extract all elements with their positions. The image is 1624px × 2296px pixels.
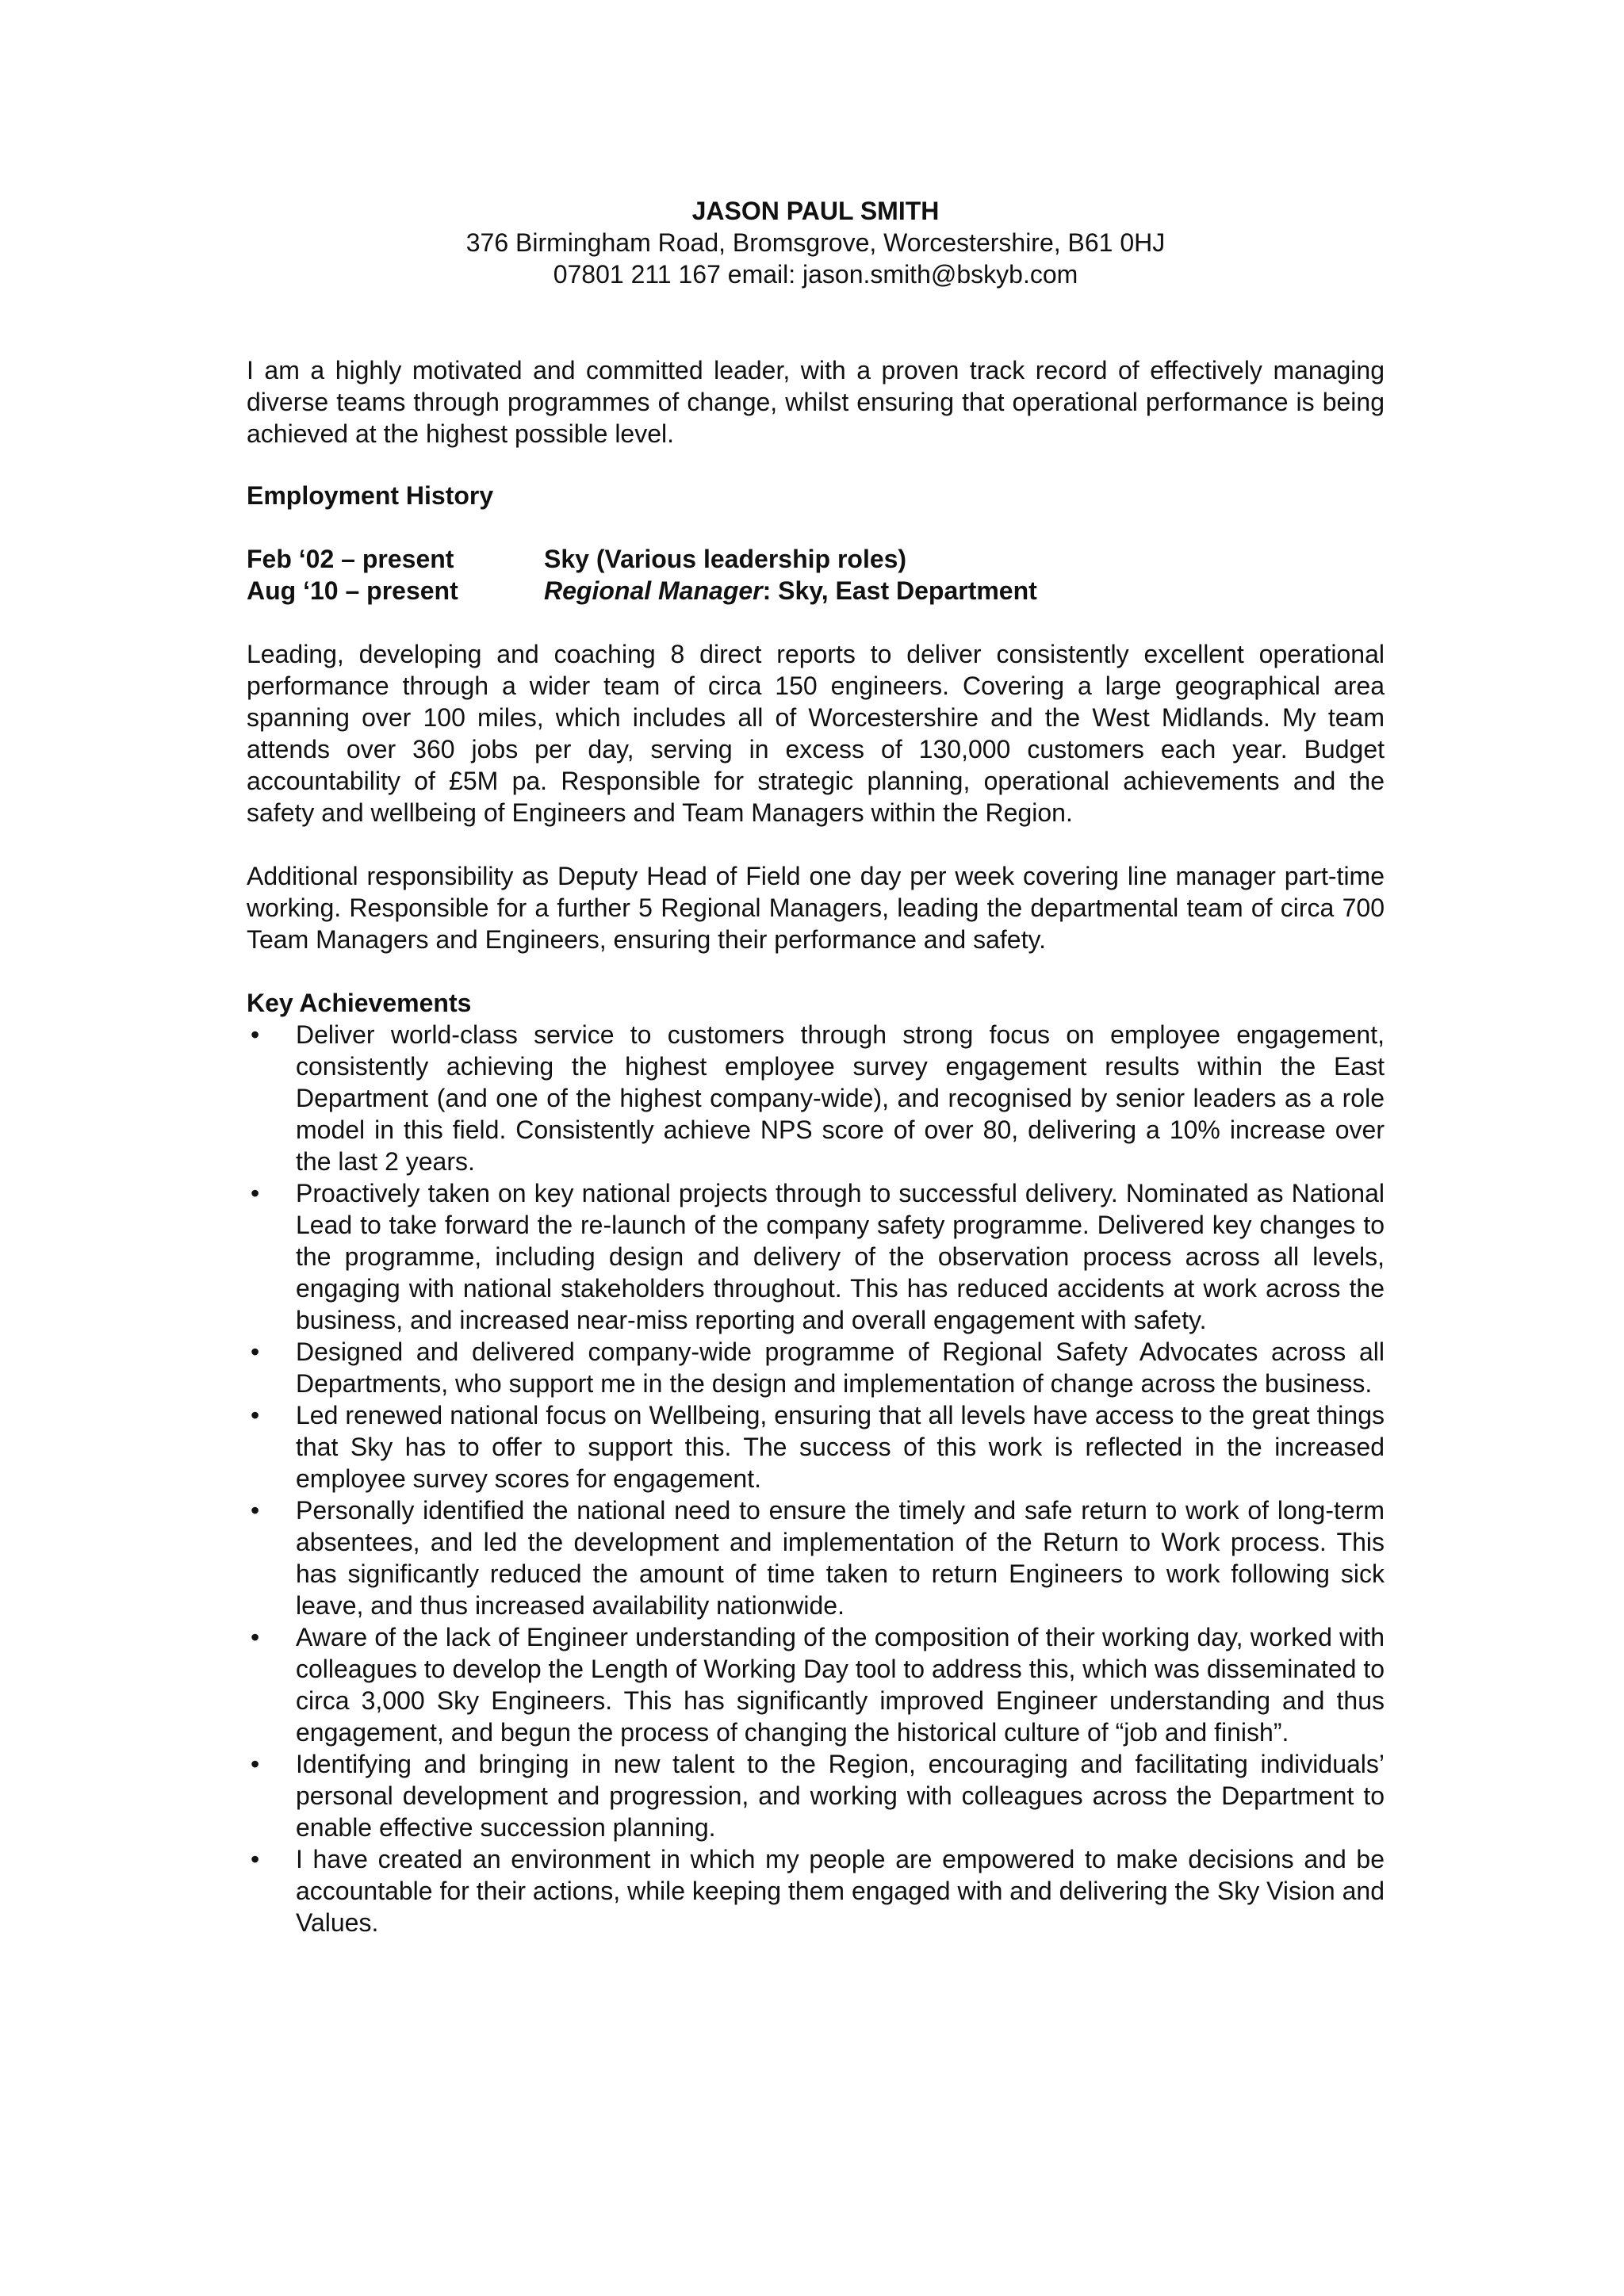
bullet-icon: • xyxy=(251,1020,260,1049)
candidate-name: JASON PAUL SMITH xyxy=(691,197,940,225)
list-item xyxy=(247,1748,1385,1843)
cv-header xyxy=(247,195,1385,290)
bullet-icon: • xyxy=(251,1623,260,1651)
bullet-icon: • xyxy=(251,1750,260,1778)
achievement-text: Aware of the lack of Engineer understanding of the composition of their working day, worked with colleagues to develop the Length of Working Day tool to address this, which was disseminated to circa 3,000 Sky Engineers. This has significantly improved Engineer understanding and thus engagement, and begun the process of changing the historical culture of “job and finish”. xyxy=(296,1623,1385,1747)
bullet-icon: • xyxy=(251,1179,260,1207)
list-item xyxy=(247,1177,1385,1336)
achievement-text: Personally identified the national need to ensure the timely and safe return to work of long-term absentees, and led the development and implementation of the Return to Work process. This has significantly reduced the amount of time taken to return Engineers to work following sick leave, and thus increased availability nationwide. xyxy=(296,1496,1385,1620)
list-item xyxy=(247,1336,1385,1399)
achievements-list xyxy=(247,1019,1385,1938)
role-title-text: Sky (Various leadership roles) xyxy=(544,545,907,573)
candidate-contact: 07801 211 167 email: jason.smith@bskyb.com xyxy=(553,260,1078,289)
role-title xyxy=(544,543,906,575)
list-item xyxy=(247,1019,1385,1177)
achievement-text: Proactively taken on key national projects through to successful delivery. Nominated as National Lead to take forward the re-launch of the company safety programme. Delivered key changes to the programme, including design and delivery of the observation process across all levels, engaging with national stakeholders throughout. This has reduced accidents at work across the business, and increased near-miss reporting and overall engagement with safety. xyxy=(296,1179,1385,1334)
cv-page xyxy=(247,195,1385,1938)
list-item xyxy=(247,1494,1385,1621)
role-row xyxy=(247,575,1385,607)
achievement-text: Identifying and bringing in new talent to the Region, encouraging and facilitating individuals’ personal development and progression, and working with colleagues across the Department to enable effective succession planning. xyxy=(296,1750,1385,1842)
role-title-italic: Regional Manager xyxy=(544,576,763,605)
role-list xyxy=(247,543,1385,607)
key-achievements-heading: Key Achievements xyxy=(247,989,472,1017)
bullet-icon: • xyxy=(251,1401,260,1429)
role-row xyxy=(247,543,1385,575)
achievement-text: Designed and delivered company-wide programme of Regional Safety Advocates across all Departments, who support me in the design and implementation of change across the business. xyxy=(296,1337,1385,1398)
role-title xyxy=(544,575,1037,607)
candidate-address: 376 Birmingham Road, Bromsgrove, Worcestershire, B61 0HJ xyxy=(465,228,1166,257)
achievement-text: Led renewed national focus on Wellbeing, ensuring that all levels have access to the great things that Sky has to offer to support this. The success of this work is reflected in the increased employee survey scores for engagement. xyxy=(296,1401,1385,1493)
bullet-icon: • xyxy=(251,1845,260,1873)
employment-history-heading: Employment History xyxy=(247,481,494,510)
role-title-text: : Sky, East Department xyxy=(762,576,1037,605)
role-dates: Aug ‘10 – present xyxy=(247,576,458,605)
list-item xyxy=(247,1399,1385,1494)
achievement-text: I have created an environment in which my people are empowered to make decisions and be accountable for their actions, while keeping them engaged with and delivering the Sky Vision and Values. xyxy=(296,1845,1385,1937)
role-description: Leading, developing and coaching 8 direct reports to deliver consistently excellent operational performance through a wider team of circa 150 engineers. Covering a large geographical area spanning over 100 miles, which includes all of Worcestershire and the West Midlands. My team attends over 360 jobs per day, serving in excess of 130,000 customers each year. Budget accountability of £5M pa. Responsible for strategic planning, operational achievements and the safety and wellbeing of Engineers and Team Managers within the Region. xyxy=(247,640,1385,827)
role-dates: Feb ‘02 – present xyxy=(247,545,454,573)
list-item xyxy=(247,1621,1385,1748)
achievement-text: Deliver world-class service to customers through strong focus on employee engagement, consistently achieving the highest employee survey engagement results within the East Department (and one of the highest company-wide), and recognised by senior leaders as a role model in this field. Consistently achieve NPS score of over 80, delivering a 10% increase over the last 2 years. xyxy=(296,1020,1385,1176)
personal-statement: I am a highly motivated and committed leader, with a proven track record of effectively managing diverse teams through programmes of change, whilst ensuring that operational performance is being achieved at the highest possible level. xyxy=(247,356,1385,448)
bullet-icon: • xyxy=(251,1337,260,1366)
list-item xyxy=(247,1843,1385,1938)
additional-responsibility: Additional responsibility as Deputy Head of Field one day per week covering line manager part-time working. Responsible for a further 5 Regional Managers, leading the departmental team of circa 700 Team Managers and Engineers, ensuring their performance and safety. xyxy=(247,862,1385,954)
bullet-icon: • xyxy=(251,1496,260,1525)
